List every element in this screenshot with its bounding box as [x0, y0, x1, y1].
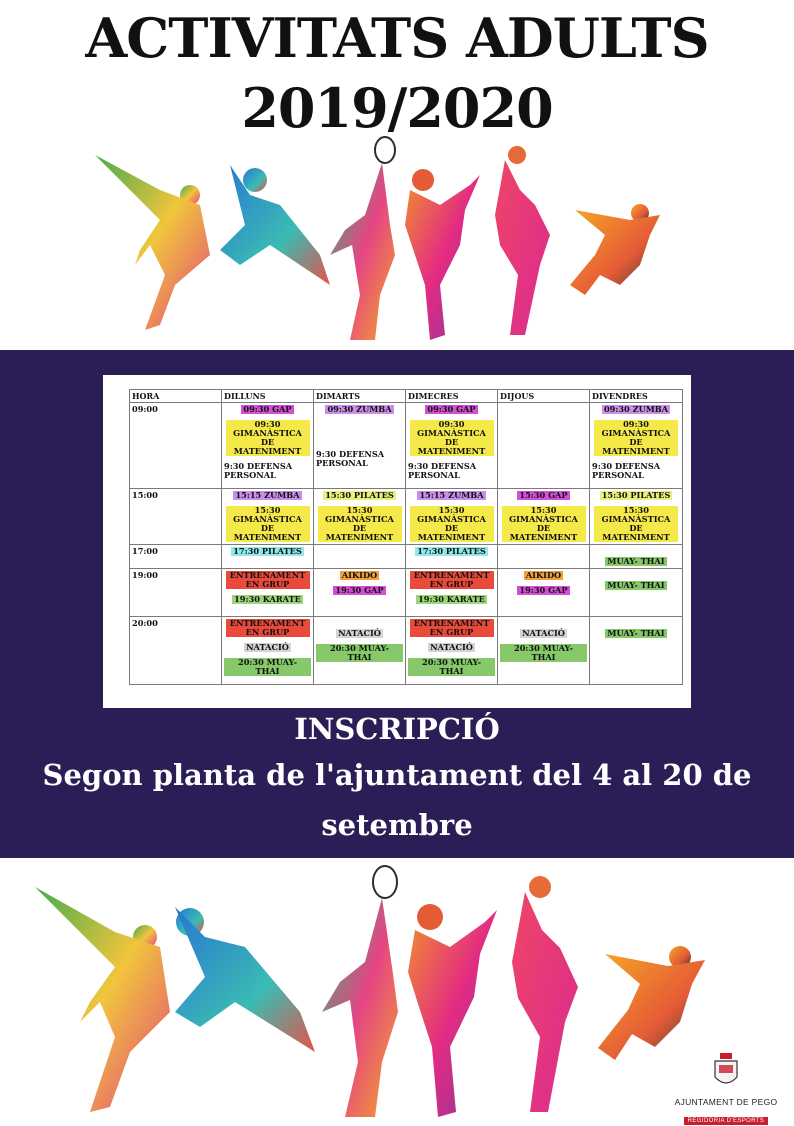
- activity-label: MUAY- THAI: [607, 556, 665, 566]
- schedule-row: [130, 403, 683, 489]
- activity-label: [358, 420, 362, 444]
- activity-label: 15:30 GIMANÀSTICA DE MATENIMENT: [594, 506, 678, 542]
- activity-label: 17:30 PILATES: [233, 546, 302, 556]
- athlete-figure-b3: [322, 866, 398, 1117]
- activity-label: AIKIDO: [341, 570, 378, 580]
- activity-list: [224, 546, 311, 556]
- activity-label: NATACIÓ: [246, 642, 289, 652]
- activity-label: 20:30 MUAY- THAI: [316, 644, 403, 662]
- activity-list: [592, 570, 680, 590]
- athlete-figure-3: [330, 137, 395, 340]
- schedule-cell: [406, 489, 498, 545]
- schedule-cell: [222, 403, 314, 489]
- activity-label: 09:30 ZUMBA: [603, 404, 669, 414]
- hour-cell: 09:00: [130, 403, 222, 489]
- activity-label: 19:30 GAP: [519, 585, 568, 595]
- activity-label: 19:30 KARATE: [234, 594, 301, 604]
- activity-label: 17:30 PILATES: [417, 546, 486, 556]
- activity-label: 15:30 GIMANÀSTICA DE MATENIMENT: [318, 506, 402, 542]
- col-hora: HORA: [130, 390, 222, 403]
- schedule-cell: [590, 489, 683, 545]
- activity-list: [500, 490, 587, 542]
- activity-list: [316, 546, 403, 547]
- activity-label: ENTRENAMENT EN GRUP: [410, 571, 494, 589]
- hour-cell: 15:00: [130, 489, 222, 545]
- activity-list: [592, 490, 680, 542]
- inscription-title: INSCRIPCIÓ: [294, 712, 500, 746]
- schedule-cell: [590, 569, 683, 617]
- activity-list: [316, 618, 403, 662]
- activity-list: [224, 490, 311, 542]
- activity-list: [408, 546, 495, 556]
- schedule-cell: [222, 489, 314, 545]
- sports-silhouettes-illustration: [0, 135, 794, 350]
- activity-label: NATACIÓ: [430, 642, 473, 652]
- logo-subtitle: REGIDORIA D'ESPORTS: [684, 1117, 769, 1125]
- col-dimecres: DIMECRES: [406, 390, 498, 403]
- athlete-figure-6: [570, 204, 660, 295]
- activity-label: 19:30 GAP: [335, 585, 384, 595]
- schedule-cell: [406, 617, 498, 685]
- activity-list: [316, 404, 403, 468]
- poster-title: ACTIVITATS ADULTS: [85, 6, 709, 70]
- schedule-row: [130, 489, 683, 545]
- activity-label: 9:30 DEFENSA PERSONAL: [224, 461, 293, 480]
- activity-label: ENTRENAMENT EN GRUP: [226, 571, 310, 589]
- athlete-figure-b1: [35, 887, 170, 1112]
- athlete-figure-b5: [512, 876, 578, 1112]
- activity-label: 15:30 PILATES: [601, 490, 671, 500]
- schedule-cell: [314, 489, 406, 545]
- schedule-card: [103, 375, 691, 708]
- athlete-figure-b6: [598, 946, 705, 1060]
- hour-cell: 17:00: [130, 545, 222, 569]
- activity-label: 15:15 ZUMBA: [235, 490, 300, 500]
- activity-list: [316, 570, 403, 595]
- schedule-cell: [222, 617, 314, 685]
- athlete-figure-2: [220, 165, 330, 285]
- activity-list: [316, 490, 403, 542]
- activity-list: [408, 618, 495, 676]
- athlete-figure-4: [405, 169, 480, 340]
- activity-label: 15:15 ZUMBA: [419, 490, 484, 500]
- activity-label: 15:30 PILATES: [325, 490, 394, 500]
- schedule-cell: [498, 403, 590, 489]
- activity-label: MUAY- THAI: [607, 580, 665, 590]
- schedule-cell: [314, 617, 406, 685]
- schedule-header-row: [130, 390, 683, 403]
- schedule-cell: [314, 545, 406, 569]
- activity-label: 20:30 MUAY- THAI: [500, 644, 587, 662]
- ajuntament-logo: [668, 1053, 784, 1124]
- schedule-cell: [590, 617, 683, 685]
- schedule-cell: [498, 489, 590, 545]
- activity-list: [500, 570, 587, 595]
- schedule-row: [130, 569, 683, 617]
- schedule-cell: [590, 403, 683, 489]
- activity-label: 09:30 GAP: [427, 404, 476, 414]
- schedule-cell: [314, 569, 406, 617]
- inscription-date: setembre: [321, 808, 473, 842]
- activity-label: 09:30 GIMANÀSTICA DE MATENIMENT: [226, 420, 310, 456]
- activity-label: 15:30 GIMANÀSTICA DE MATENIMENT: [502, 506, 586, 542]
- hour-cell: 19:00: [130, 569, 222, 617]
- activity-list: [592, 618, 680, 638]
- coat-of-arms-icon: [711, 1053, 741, 1089]
- athlete-figure-b2: [175, 907, 315, 1052]
- activity-label: MUAY- THAI: [607, 628, 665, 638]
- activity-label: NATACIÓ: [522, 628, 565, 638]
- activity-list: [592, 404, 680, 480]
- col-divendres: DIVENDRES: [590, 390, 683, 403]
- activity-list: [500, 618, 587, 662]
- activity-list: [408, 490, 495, 542]
- activity-label: 20:30 MUAY- THAI: [224, 658, 311, 676]
- schedule-cell: [406, 545, 498, 569]
- inscription-location: Segon planta de l'ajuntament del 4 al 20 de: [42, 758, 752, 792]
- activity-list: [500, 404, 587, 405]
- activity-label: 09:30 GIMANÀSTICA DE MATENIMENT: [594, 420, 678, 456]
- athlete-figure-1: [95, 155, 210, 330]
- col-dijous: DIJOUS: [498, 390, 590, 403]
- activity-label: 09:30 GAP: [243, 404, 292, 414]
- schedule-cell: [590, 545, 683, 569]
- activity-label: NATACIÓ: [338, 628, 381, 638]
- activity-label: ENTRENAMENT EN GRUP: [410, 619, 494, 637]
- hour-cell: 20:00: [130, 617, 222, 685]
- activity-label: 09:30 GIMANÀSTICA DE MATENIMENT: [410, 420, 494, 456]
- activity-list: [408, 570, 495, 604]
- schedule-table: [129, 389, 683, 685]
- activity-list: [408, 404, 495, 480]
- activity-list: [224, 404, 311, 480]
- activity-label: 19:30 KARATE: [418, 594, 485, 604]
- schedule-cell: [498, 545, 590, 569]
- schedule-row: [130, 617, 683, 685]
- activity-list: [224, 570, 311, 604]
- activity-label: AIKIDO: [525, 570, 562, 580]
- activity-label: 15:30 GIMANÀSTICA DE MATENIMENT: [410, 506, 494, 542]
- schedule-row: [130, 545, 683, 569]
- activity-list: [500, 546, 587, 547]
- athlete-figure-5: [495, 146, 550, 335]
- athlete-figure-b4: [408, 904, 497, 1117]
- poster-year: 2019/2020: [241, 76, 553, 140]
- schedule-cell: [498, 617, 590, 685]
- schedule-cell: [222, 545, 314, 569]
- activity-label: 9:30 DEFENSA PERSONAL: [408, 461, 477, 480]
- col-dimarts: DIMARTS: [314, 390, 406, 403]
- logo-name: AJUNTAMENT DE PEGO: [674, 1097, 778, 1107]
- activity-list: [592, 546, 680, 566]
- activity-label: 15:30 GAP: [519, 490, 568, 500]
- col-dilluns: DILLUNS: [222, 390, 314, 403]
- activity-list: [224, 618, 311, 676]
- activity-label: 9:30 DEFENSA PERSONAL: [316, 449, 385, 468]
- activity-label: 9:30 DEFENSA PERSONAL: [592, 461, 661, 480]
- schedule-cell: [222, 569, 314, 617]
- schedule-cell: [406, 403, 498, 489]
- activity-label: 09:30 ZUMBA: [327, 404, 392, 414]
- activity-label: 20:30 MUAY- THAI: [408, 658, 495, 676]
- schedule-cell: [314, 403, 406, 489]
- schedule-cell: [406, 569, 498, 617]
- activity-label: ENTRENAMENT EN GRUP: [226, 619, 310, 637]
- schedule-cell: [498, 569, 590, 617]
- activity-label: 15:30 GIMANÀSTICA DE MATENIMENT: [226, 506, 310, 542]
